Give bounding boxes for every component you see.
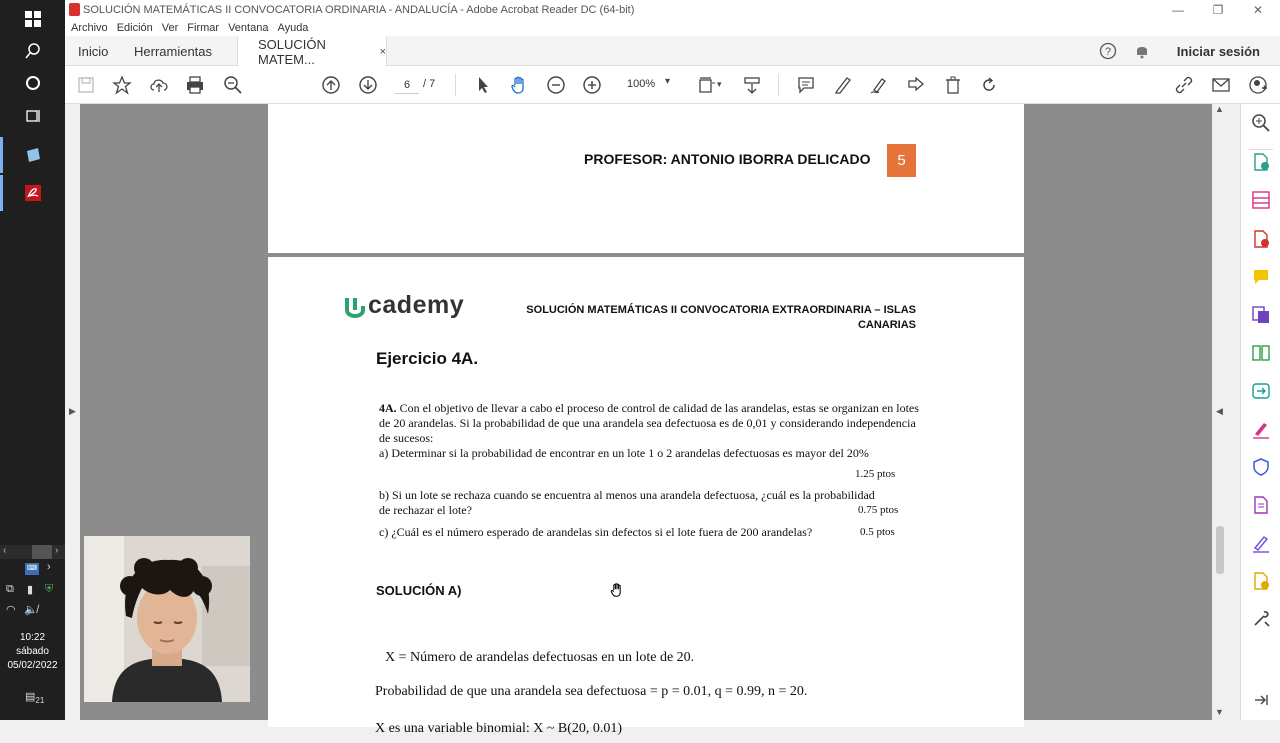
tab-inicio[interactable]: Inicio bbox=[78, 43, 109, 59]
restore-button[interactable]: ❐ bbox=[1212, 3, 1224, 17]
window-title: SOLUCIÓN MATEMÁTICAS II CONVOCATORIA ORDINARIA - ANDALUCÍA - Adobe Acrobat Reader DC (64-bit) bbox=[83, 4, 635, 16]
vertical-scrollbar[interactable] bbox=[1212, 104, 1228, 720]
print-icon[interactable] bbox=[185, 75, 205, 95]
logo-wordmark: cademy bbox=[368, 291, 465, 319]
question-c: c) ¿Cuál es el número esperado de arandelas sin defectos si el lote fuera de 200 arandelas? bbox=[379, 525, 813, 539]
statement-text: Con el objetivo de llevar a cabo el proceso de control de calidad de las arandelas, estas se organizan en lotes de 20 arandelas. Si la probabilidad de que una arandela sea defectuosa es de 0,01 y considerando independencia de sucesos: bbox=[379, 401, 919, 445]
scroll-down-icon[interactable]: ▼ bbox=[1215, 707, 1224, 717]
hand-tool-icon[interactable] bbox=[509, 75, 529, 95]
bookmark-star-icon[interactable] bbox=[112, 75, 132, 95]
app-icon-teams[interactable] bbox=[0, 136, 65, 174]
svg-text:?: ? bbox=[1104, 46, 1112, 58]
chevron-right-icon[interactable]: › bbox=[47, 561, 51, 573]
probability-definition: Probabilidad de que una arandela sea defectuosa = p = 0.01, q = 0.99, n = 20. bbox=[375, 684, 808, 699]
close-tab-icon[interactable]: × bbox=[379, 45, 386, 58]
menu-firmar[interactable]: Firmar bbox=[187, 22, 220, 34]
windows-taskbar bbox=[0, 0, 65, 720]
binomial-line-cut: X es una variable binomial: X ~ B(20, 0.01) bbox=[375, 721, 623, 736]
export-pdf-icon[interactable] bbox=[1251, 152, 1271, 172]
close-window-button[interactable]: ✕ bbox=[1252, 3, 1264, 17]
save-icon[interactable] bbox=[76, 75, 96, 95]
exercise-statement bbox=[379, 401, 919, 446]
left-panel-toggle[interactable] bbox=[65, 104, 80, 720]
header-line-1: SOLUCIÓN MATEMÁTICAS II CONVOCATORIA EXTRAORDINARIA – ISLAS bbox=[526, 304, 916, 316]
menu-bar bbox=[65, 20, 1280, 36]
select-cursor-icon[interactable] bbox=[473, 75, 493, 95]
taskbar-scroll[interactable] bbox=[0, 545, 65, 559]
previous-page-icon[interactable] bbox=[321, 75, 341, 95]
hand-cursor-icon bbox=[609, 582, 625, 601]
notifications-icon[interactable]: $▤_{21}$ bbox=[25, 691, 45, 706]
protect-shield-icon[interactable] bbox=[1251, 457, 1271, 477]
collapse-panel-icon[interactable] bbox=[1251, 690, 1271, 710]
search-zoom-icon[interactable] bbox=[1251, 113, 1271, 133]
microphone-icon[interactable]: ▮ bbox=[27, 584, 34, 596]
question-b-line-1: b) Si un lote se rechaza cuando se encuentra al menos una arandela defectuosa, ¿cuál es la probabilidad bbox=[379, 488, 875, 502]
clock-day[interactable]: sábado bbox=[16, 646, 49, 657]
request-signature-icon[interactable] bbox=[1251, 533, 1271, 553]
question-b-line-2: de rechazar el lote? bbox=[379, 503, 472, 517]
presenter-video-image bbox=[84, 536, 250, 702]
more-tools-icon[interactable] bbox=[1251, 609, 1271, 629]
security-shield-icon[interactable]: ⛨ bbox=[45, 583, 54, 595]
page-total: / 7 bbox=[423, 78, 436, 90]
menu-ver[interactable]: Ver bbox=[161, 22, 179, 34]
scroll-up-icon[interactable]: ▲ bbox=[1215, 104, 1224, 114]
header-line-2: CANARIAS bbox=[857, 319, 916, 331]
minimize-button[interactable]: — bbox=[1172, 3, 1184, 17]
toolbar-divider bbox=[455, 74, 456, 96]
scroll-left-icon[interactable]: ‹ bbox=[3, 545, 7, 556]
scroll-thumb[interactable] bbox=[32, 545, 52, 559]
add-user-icon[interactable] bbox=[1248, 75, 1268, 95]
webcam-overlay bbox=[84, 536, 250, 702]
delete-icon[interactable] bbox=[943, 75, 963, 95]
tab-document[interactable] bbox=[237, 36, 387, 67]
ucademy-u-icon bbox=[344, 296, 366, 320]
notification-bell-icon[interactable] bbox=[1134, 36, 1150, 66]
rotate-icon[interactable] bbox=[979, 75, 999, 95]
solution-a-heading: SOLUCIÓN A) bbox=[376, 583, 462, 598]
zoom-dropdown-icon[interactable]: ▾ bbox=[665, 76, 671, 87]
comment-tool-icon[interactable] bbox=[1251, 267, 1271, 287]
main-toolbar bbox=[65, 66, 1280, 104]
menu-ventana[interactable]: Ventana bbox=[228, 22, 269, 34]
send-review-icon[interactable] bbox=[1251, 571, 1271, 591]
zoom-search-icon[interactable] bbox=[223, 75, 243, 95]
share-sign-icon[interactable] bbox=[906, 75, 926, 95]
right-tools-panel bbox=[1240, 104, 1280, 720]
variable-definition: X = Número de arandelas defectuosas en un lote de 20. bbox=[385, 650, 695, 665]
professor-name: PROFESOR: ANTONIO IBORRA DELICADO bbox=[584, 151, 871, 167]
zoom-in-icon[interactable] bbox=[582, 75, 602, 95]
panel-divider bbox=[1249, 149, 1273, 150]
fit-dropdown-icon[interactable]: ▾ bbox=[717, 79, 722, 89]
question-b-points: 0.75 ptos bbox=[858, 504, 899, 516]
menu-archivo[interactable]: Archivo bbox=[71, 22, 108, 34]
network-icon[interactable]: ⧉ bbox=[6, 583, 14, 595]
pdf-page-5 bbox=[268, 104, 1024, 253]
menu-ayuda[interactable]: Ayuda bbox=[277, 22, 309, 34]
email-icon[interactable] bbox=[1211, 75, 1231, 95]
fill-sign-icon[interactable] bbox=[1251, 419, 1271, 439]
notification-count: 21 bbox=[35, 696, 45, 706]
wifi-icon[interactable]: ◠ bbox=[6, 604, 16, 616]
create-pdf-icon[interactable] bbox=[1251, 229, 1271, 249]
acrobat-app-icon bbox=[69, 3, 80, 16]
page-number-input[interactable] bbox=[395, 76, 419, 94]
statement-label: 4A. bbox=[379, 401, 397, 415]
sign-in-button[interactable]: Iniciar sesión bbox=[1176, 43, 1260, 59]
compare-files-icon[interactable] bbox=[1251, 343, 1271, 363]
expand-left-icon[interactable]: ▶ bbox=[69, 406, 76, 416]
ime-icon[interactable]: ⌨ bbox=[25, 563, 39, 575]
tab-document-label: SOLUCIÓN MATEM... bbox=[258, 36, 326, 67]
page-number-badge: 5 bbox=[887, 144, 916, 177]
question-a-points: 1.25 ptos bbox=[855, 468, 896, 480]
exercise-title: Ejercicio 4A. bbox=[376, 349, 479, 368]
tab-bar bbox=[65, 36, 1280, 66]
document-header bbox=[508, 303, 916, 333]
next-page-icon[interactable] bbox=[358, 75, 378, 95]
cloud-upload-icon[interactable] bbox=[149, 75, 169, 95]
organize-pages-icon[interactable] bbox=[1251, 190, 1271, 210]
sign-pen-icon[interactable] bbox=[869, 75, 889, 95]
collapse-right-icon[interactable]: ◀ bbox=[1216, 406, 1223, 416]
task-view-icon[interactable] bbox=[0, 97, 65, 135]
menu-edicion[interactable]: Edición bbox=[116, 22, 153, 34]
ucademy-logo bbox=[344, 291, 464, 320]
volume-muted-icon[interactable]: 🔈̸ bbox=[24, 604, 38, 616]
help-icon[interactable] bbox=[1099, 36, 1117, 66]
highlight-pen-icon[interactable] bbox=[833, 75, 853, 95]
question-a: a) Determinar si la probabilidad de encontrar en un lote 1 o 2 arandelas defectuosas es mayor del 20% bbox=[379, 446, 869, 460]
question-c-points: 0.5 ptos bbox=[860, 526, 895, 538]
comment-icon[interactable] bbox=[796, 75, 816, 95]
convert-icon[interactable] bbox=[1251, 381, 1271, 401]
zoom-level[interactable]: 100% bbox=[627, 78, 656, 90]
combine-files-icon[interactable] bbox=[1251, 305, 1271, 325]
zoom-out-icon[interactable] bbox=[546, 75, 566, 95]
share-link-icon[interactable] bbox=[1174, 75, 1194, 95]
acrobat-taskbar-icon[interactable] bbox=[0, 174, 65, 212]
tab-herramientas[interactable]: Herramientas bbox=[134, 43, 213, 59]
pdf-page-6 bbox=[268, 257, 1024, 736]
scroll-right-icon[interactable]: › bbox=[55, 545, 59, 556]
title-bar bbox=[65, 0, 1280, 20]
fit-page-icon[interactable] bbox=[697, 75, 717, 95]
clock-date[interactable]: 05/02/2022 bbox=[7, 660, 58, 671]
edit-pdf-icon[interactable] bbox=[1251, 495, 1271, 515]
scroll-thumb[interactable] bbox=[1216, 526, 1224, 574]
clock-time[interactable]: 10:22 bbox=[19, 632, 46, 643]
scroll-mode-icon[interactable] bbox=[742, 75, 762, 95]
toolbar-divider bbox=[778, 74, 779, 96]
